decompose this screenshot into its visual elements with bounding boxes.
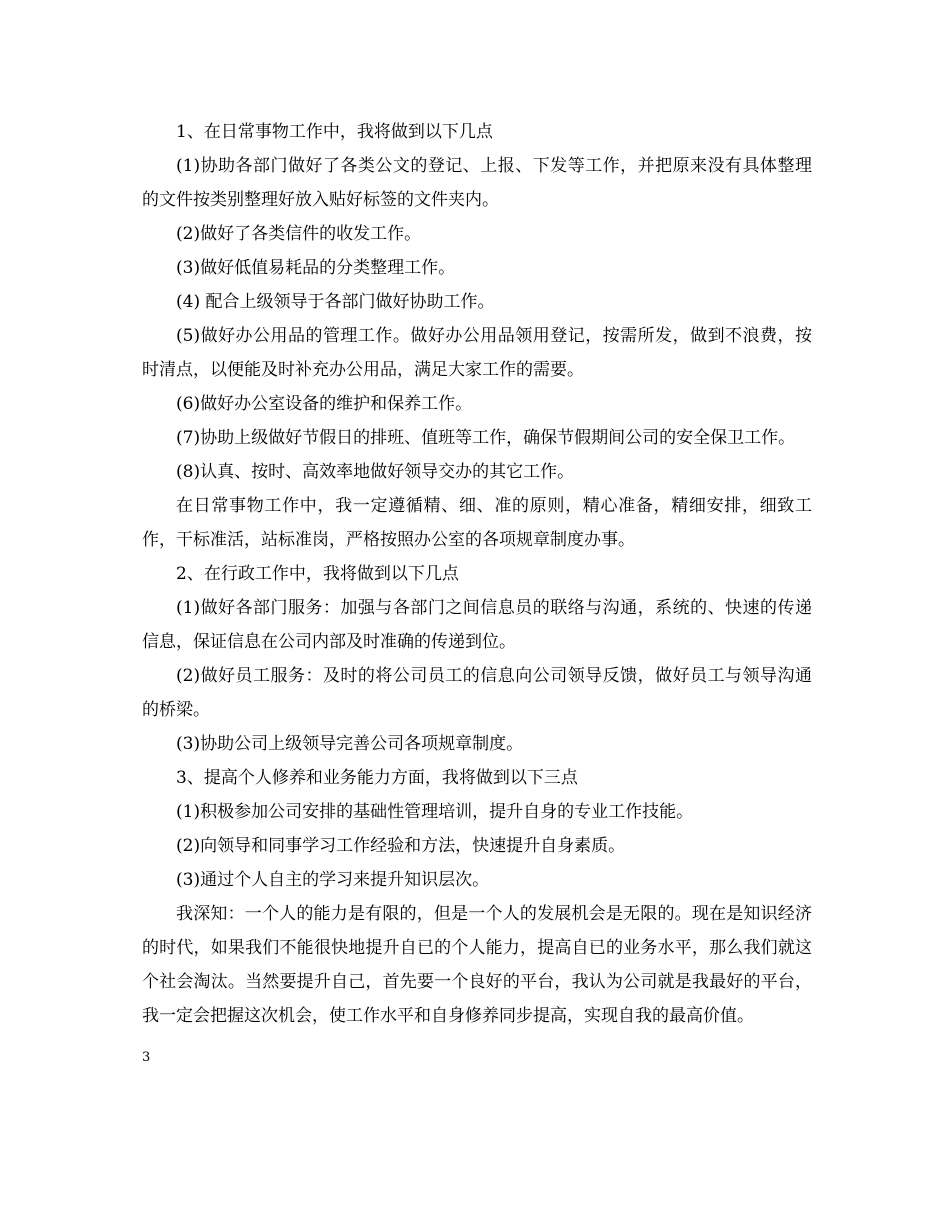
paragraph: (5)做好办公用品的管理工作。做好办公用品领用登记，按需所发，做到不浪费，按时清点，以便能及时补充办公用品，满足大家工作的需要。 xyxy=(142,326,812,380)
paragraph: (2)向领导和同事学习工作经验和方法，快速提升自身素质。 xyxy=(176,836,626,856)
paragraph: 3、提高个人修养和业务能力方面，我将做到以下三点 xyxy=(176,768,578,788)
paragraph: (3)协助公司上级领导完善公司各项规章制度。 xyxy=(176,734,524,754)
paragraph: (6)做好办公室设备的维护和保养工作。 xyxy=(176,394,473,414)
paragraph: (8)认真、按时、高效率地做好领导交办的其它工作。 xyxy=(176,462,575,482)
paragraph: (1)积极参加公司安排的基础性管理培训，提升自身的专业工作技能。 xyxy=(176,802,694,822)
paragraph: 在日常事物工作中，我一定遵循精、细、准的原则，精心准备，精细安排，细致工作，干标准活，站标准岗，严格按照办公室的各项规章制度办事。 xyxy=(142,496,812,550)
page-number: 3 xyxy=(142,1050,151,1065)
paragraph: 2、在行政工作中，我将做到以下几点 xyxy=(176,564,459,584)
paragraph: (7)协助上级做好节假日的排班、值班等工作，确保节假期间公司的安全保卫工作。 xyxy=(176,428,796,448)
paragraph: (3)做好低值易耗品的分类整理工作。 xyxy=(176,258,456,278)
paragraph: (1)做好各部门服务：加强与各部门之间信息员的联络与沟通，系统的、快速的传递信息，保证信息在公司内部及时准确的传递到位。 xyxy=(142,598,812,652)
document-body xyxy=(142,115,812,1033)
paragraph: 1、在日常事物工作中，我将做到以下几点 xyxy=(176,122,493,142)
paragraph: (4) 配合上级领导于各部门做好协助工作。 xyxy=(176,292,495,312)
paragraph: (2)做好员工服务：及时的将公司员工的信息向公司领导反馈，做好员工与领导沟通的桥梁。 xyxy=(142,666,812,720)
paragraph: 我深知：一个人的能力是有限的，但是一个人的发展机会是无限的。现在是知识经济的时代，如果我们不能很快地提升自已的个人能力，提高自已的业务水平，那么我们就这个社会淘汰。当然要提升自己，首先要一个良好的平台，我认为公司就是我最好的平台，我一定会把握这次机会，使工作水平和自身修养同步提高，实现自我的最高价值。 xyxy=(142,904,812,1026)
paragraph: (1)协助各部门做好了各类公文的登记、上报、下发等工作，并把原来没有具体整理的文件按类别整理好放入贴好标签的文件夹内。 xyxy=(142,156,812,210)
paragraph: (2)做好了各类信件的收发工作。 xyxy=(176,224,422,244)
paragraph: (3)通过个人自主的学习来提升知识层次。 xyxy=(176,870,490,890)
